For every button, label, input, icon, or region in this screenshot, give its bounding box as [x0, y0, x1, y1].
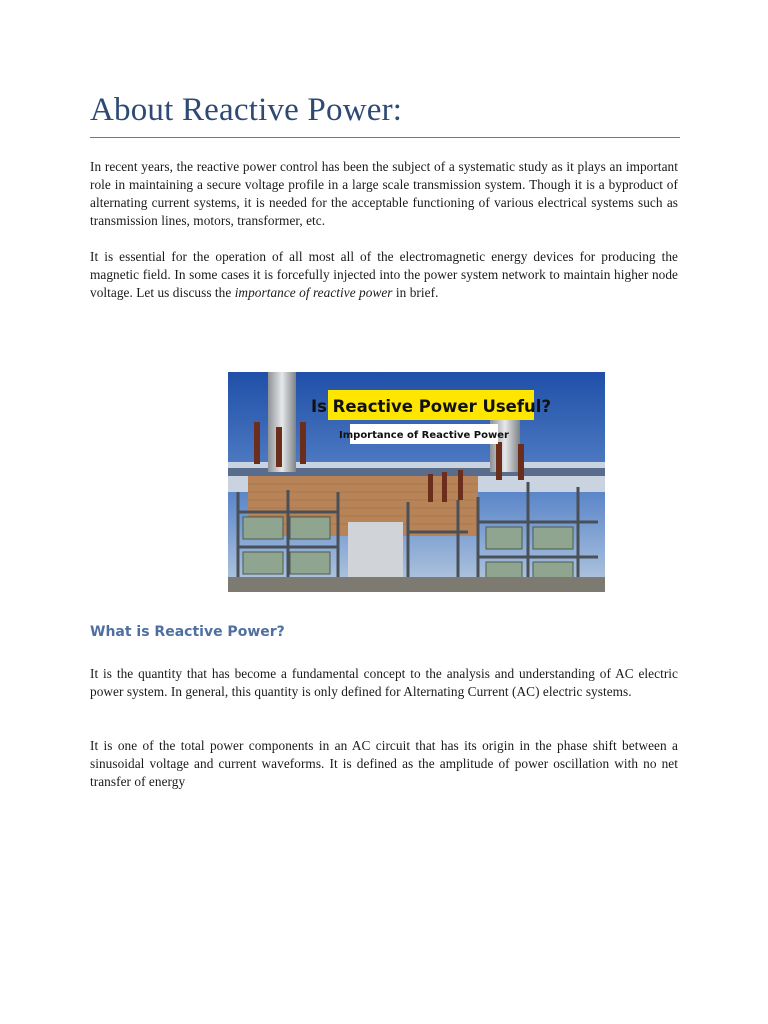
page-title: About Reactive Power:: [90, 92, 403, 128]
emphasis-importance: importance of reactive power: [234, 285, 393, 300]
intro-paragraph-1: In recent years, the reactive power control has been the subject of a systematic study as it plays an important role in maintaining a secure voltage profile in a large scale transmission system. Though it is a byproduct of alternating current systems, it is needed for the acceptable functioning of various electrical systems such as transmission lines, motors, transformer, etc.: [90, 159, 678, 228]
figure-subline: Importance of Reactive Power: [339, 430, 509, 441]
section-paragraph-1: It is the quantity that has become a fundamental concept to the analysis and understanding of AC electric power system. In general, this quantity is only defined for Alternating Current (AC) electric systems.: [90, 666, 678, 699]
section-paragraph-2: It is one of the total power components in an AC circuit that has its origin in the phase shift between a sinusoidal voltage and current waveforms. It is defined as the amplitude of power oscillation with no net transfer of energy: [90, 738, 678, 789]
intro-paragraph-2-text: It is essential for the operation of all most all of the electromagnetic energy devices for producing the magnetic field. In some cases it is forcefully injected into the power system network to maintain higher node voltage. Let us discuss the: [90, 249, 678, 300]
figure-headline: Is Reactive Power Useful?: [310, 397, 552, 416]
substation-image: [228, 372, 605, 592]
section-heading: What is Reactive Power?: [90, 624, 285, 640]
title-underline: [90, 137, 680, 138]
intro-paragraph-2-end: in brief.: [392, 285, 439, 300]
intro-paragraph-2: [90, 248, 678, 302]
